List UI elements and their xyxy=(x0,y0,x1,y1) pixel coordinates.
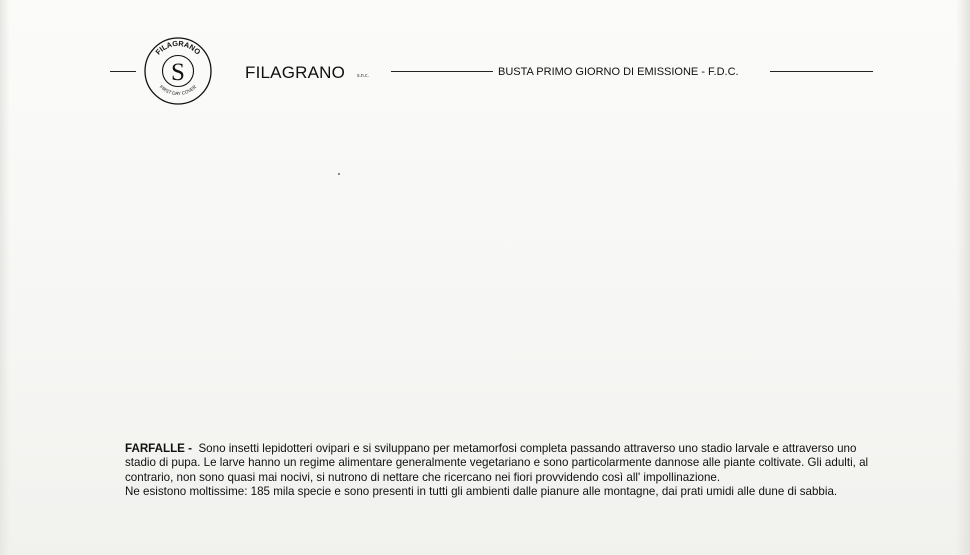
seal-letter: S xyxy=(171,59,185,86)
brand-suffix: s.n.c. xyxy=(357,73,369,79)
description-paragraph-1 xyxy=(125,442,877,485)
fdc-title: BUSTA PRIMO GIORNO DI EMISSIONE - F.D.C. xyxy=(498,66,739,78)
header-rule-left xyxy=(110,71,136,72)
butterfly-description xyxy=(125,442,877,500)
paper-speck xyxy=(338,173,340,175)
brand-name: FILAGRANO xyxy=(245,63,346,82)
seal-ring-bottom-text: FIRST DAY COVER xyxy=(158,84,198,97)
header-rule-middle xyxy=(391,71,493,72)
filagrano-seal-logo xyxy=(143,36,213,106)
description-text-1: Sono insetti lepidotteri ovipari e si sviluppano per metamorfosi completa passando attraverso uno stadio larvale e attraverso uno stadio di pupa. Le larve hanno un regime alimentare generalmente vegetariano e sono particolarmente dannose alle piante coltivate. Gli adulti, al contrario, non sono quasi mai nocivi, si nutrono di nettare che ricercano nei fiori provvidendo così all' impollinazione. xyxy=(125,442,869,484)
header-rule-right xyxy=(770,71,873,72)
seal-ring-top-text: FILAGRANO xyxy=(153,38,203,57)
envelope-right-edge xyxy=(956,0,970,555)
envelope-left-edge xyxy=(0,0,10,555)
description-heading: FARFALLE - xyxy=(125,442,192,455)
description-paragraph-2: Ne esistono moltissime: 185 mila specie e sono presenti in tutti gli ambienti dalle pianure alle montagne, dai prati umidi alle dune di sabbia. xyxy=(125,485,838,499)
